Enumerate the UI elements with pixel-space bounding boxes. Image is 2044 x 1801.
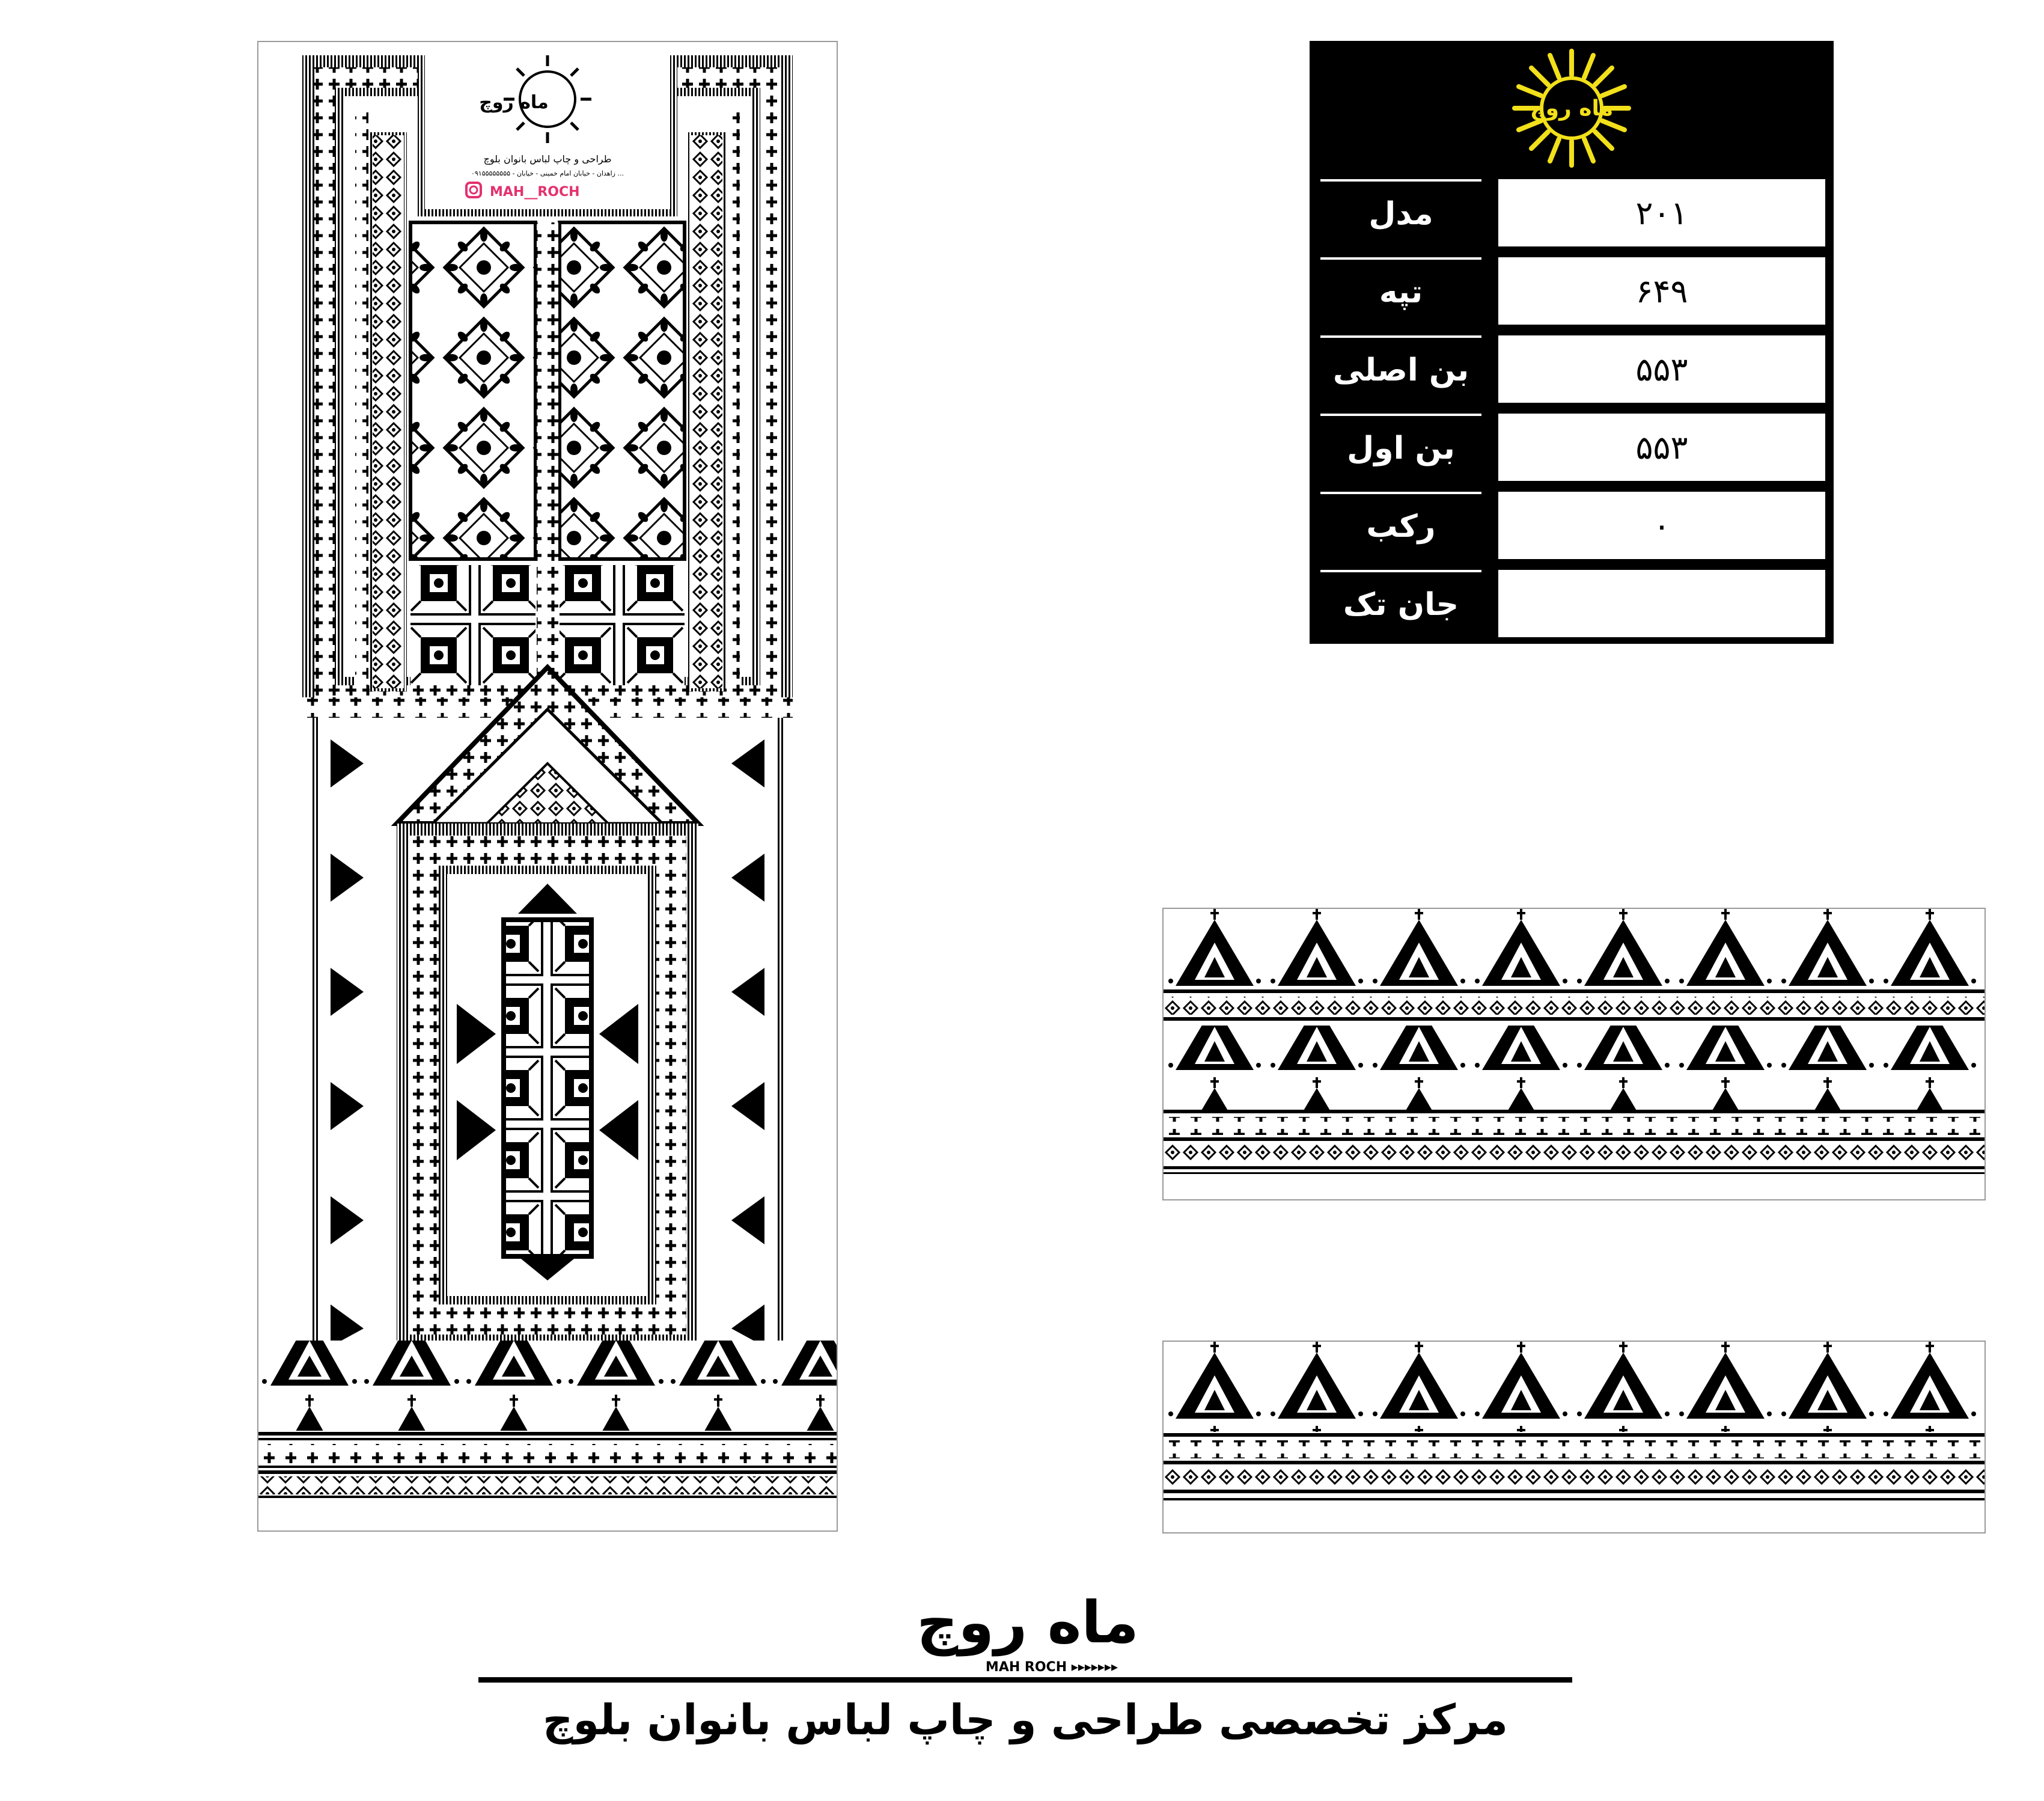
footer-logo-subtext: MAH ROCH ▸▸▸▸▸▸▸ bbox=[985, 1660, 1118, 1675]
spec-table-header bbox=[1310, 41, 1834, 174]
spec-label: بن اول bbox=[1320, 414, 1481, 481]
footer-logo-text: ماه روچ bbox=[917, 1589, 1139, 1656]
double-border-artwork bbox=[1164, 909, 1985, 1199]
spec-logo-text: ماه روچ bbox=[1530, 96, 1614, 121]
spec-value: ۶۴۹ bbox=[1498, 257, 1825, 325]
footer-logo bbox=[901, 1587, 1154, 1677]
spec-label: بن اصلی bbox=[1320, 335, 1481, 403]
dress-pattern-panel bbox=[257, 41, 838, 1532]
spec-value: ۵۵۳ bbox=[1498, 414, 1825, 481]
dress-tagline-line2: ۰۹۱۵۵۵۵۵۵۵۵ - زاهدان - خیابان امام خمینی - خیابان ... bbox=[471, 170, 624, 177]
spec-row-tapeh bbox=[1310, 252, 1834, 325]
footer-divider bbox=[478, 1677, 1572, 1683]
dress-embroidery-artwork bbox=[258, 42, 837, 1530]
lower-body-pattern bbox=[311, 667, 784, 1349]
border-sample-double bbox=[1162, 908, 1986, 1200]
sun-logo-icon bbox=[1310, 41, 1834, 174]
spec-row-model bbox=[1310, 174, 1834, 246]
dress-logo-text: ماه روچ bbox=[479, 92, 549, 113]
spec-row-first-base bbox=[1310, 409, 1834, 481]
single-border-artwork bbox=[1164, 1342, 1985, 1532]
spec-table bbox=[1310, 41, 1834, 644]
spec-value: ۰ bbox=[1498, 492, 1825, 559]
yoke-frame bbox=[302, 42, 793, 718]
instagram-handle: MAH__ROCH bbox=[490, 185, 580, 200]
spec-row-rekab bbox=[1310, 487, 1834, 559]
spec-label: رکب bbox=[1320, 492, 1481, 559]
spec-label: جان تک bbox=[1320, 570, 1481, 637]
footer-tagline: مرکز تخصصی طراحی و چاپ لباس بانوان بلوچ bbox=[543, 1695, 1508, 1744]
spec-row-main-base bbox=[1310, 331, 1834, 403]
spec-label: تپه bbox=[1320, 257, 1481, 325]
spec-label: مدل bbox=[1320, 179, 1481, 246]
spec-value bbox=[1498, 570, 1825, 637]
hem-border bbox=[258, 1341, 837, 1498]
spec-row-jantak bbox=[1310, 565, 1834, 637]
spec-value: ۲۰۱ bbox=[1498, 179, 1825, 246]
spec-value: ۵۵۳ bbox=[1498, 335, 1825, 403]
dress-tagline-line1: طراحی و چاپ لباس بانوان بلوچ bbox=[483, 153, 612, 165]
border-sample-single bbox=[1162, 1341, 1986, 1533]
